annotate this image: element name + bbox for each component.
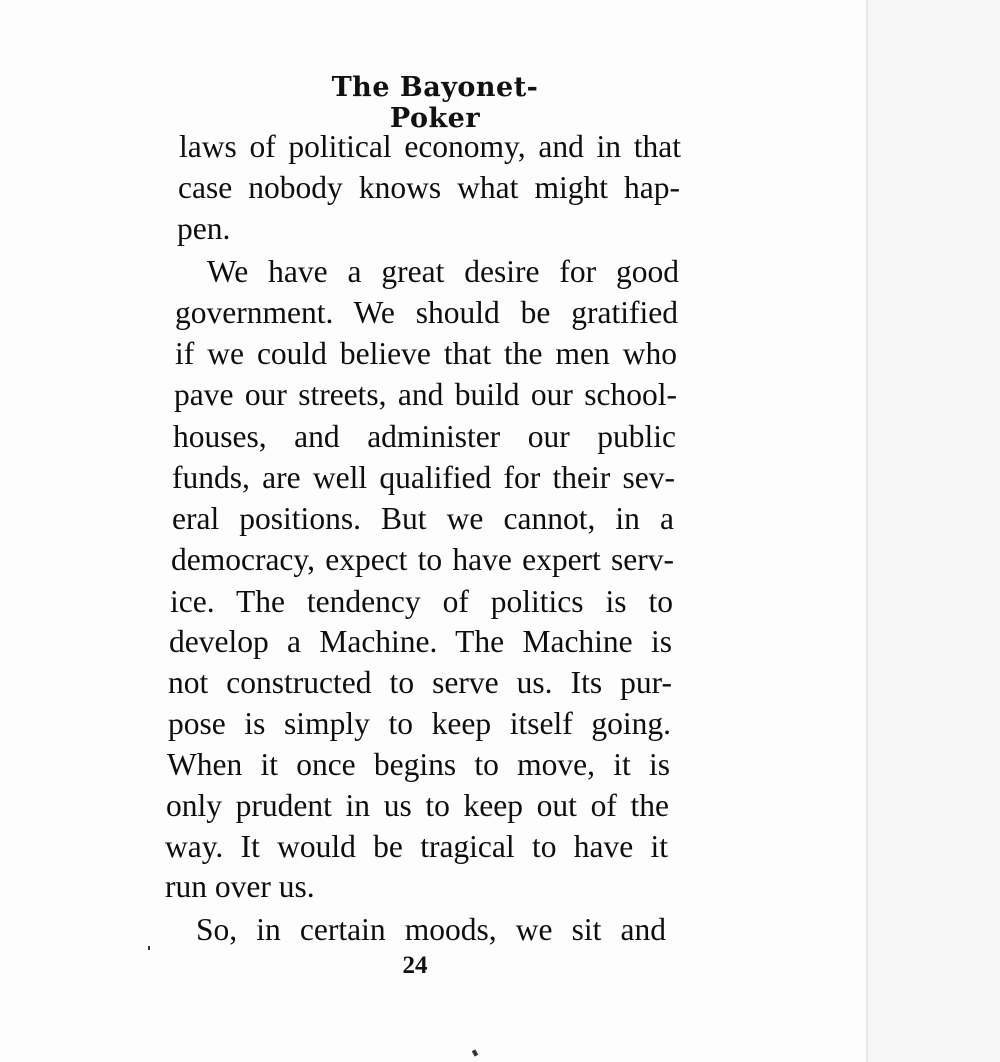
text-line: eral positions. But we cannot, in a [172,501,674,536]
text-line: government. We should be gratified [175,295,678,330]
text-line: ice. The tendency of politics is to [170,584,673,619]
text-line: pen. [177,211,231,246]
text-line: laws of political economy, and in that [179,129,681,164]
text-line: When it once begins to move, it is [167,747,670,782]
text-line: if we could believe that the men who [175,336,677,371]
text-line: way. It would be tragical to have it [165,829,668,864]
text-line: only prudent in us to keep out of the [166,788,669,823]
ink-speck [148,946,150,950]
text-line: So, in certain moods, we sit and [196,912,666,947]
text-line: pave our streets, and build our school- [174,377,677,412]
text-line: funds, are well qualified for their sev- [172,460,675,495]
text-line: We have a great desire for good [207,254,679,289]
text-line: develop a Machine. The Machine is [169,624,672,659]
text-line: houses, and administer our public [173,419,676,454]
page-edge [866,0,1000,1062]
ink-speck [472,1049,478,1056]
running-head: The Bayonet-Poker [331,72,539,134]
text-line: democracy, expect to have expert serv- [171,542,674,577]
text-line: not constructed to serve us. Its pur- [168,665,672,700]
text-line: run over us. [165,869,315,904]
page-number: 24 [402,952,428,979]
text-line: case nobody knows what might hap- [178,170,680,205]
text-line: pose is simply to keep itself going. [168,706,671,741]
